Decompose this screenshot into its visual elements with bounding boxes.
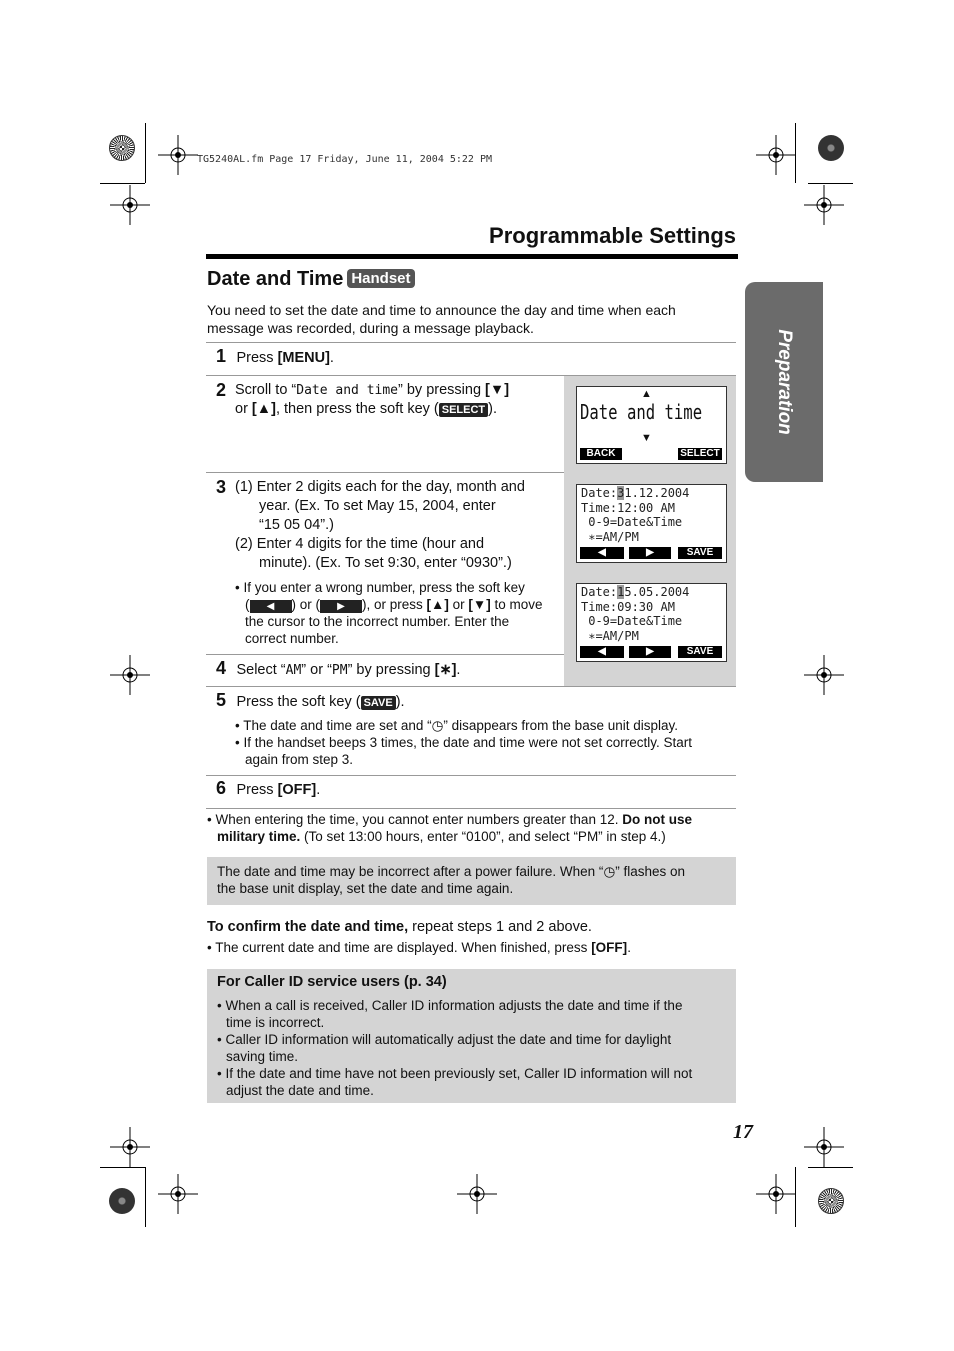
lcd-text: 5.05.2004 <box>624 585 690 599</box>
note-text: (To set 13:00 hours, enter “0100”, and select “PM” in step 4.) <box>300 829 666 844</box>
crosshair-mark <box>158 135 198 175</box>
note-text: ( <box>245 597 250 612</box>
lcd-menu-text: Date and time <box>580 400 703 424</box>
lcd-text: Date: <box>581 486 618 500</box>
note-text: • If the handset beeps 3 times, the date and time were not set correctly. Start <box>235 735 692 750</box>
lcd-text: 1.12.2004 <box>624 486 690 500</box>
step-number: 4 <box>216 658 227 678</box>
back-softkey: BACK <box>580 448 622 460</box>
step-text: Press <box>236 350 278 366</box>
down-arrow-icon: ▼ <box>641 432 652 444</box>
crosshair-mark <box>804 655 844 695</box>
note-emphasis: military time. <box>217 829 301 844</box>
clock-icon: ◷ <box>603 864 616 879</box>
caller-id-title: For Caller ID service users (p. 34) <box>217 974 447 990</box>
left-arrow-icon: ◀ <box>250 600 292 613</box>
list-item: saving time. <box>226 1049 299 1064</box>
crosshair-mark <box>110 655 150 695</box>
step-5-notes <box>235 717 730 768</box>
lcd-hint-line: ∗=AM/PM <box>581 628 639 643</box>
note-text: • When entering the time, you cannot enter numbers greater than 12. <box>207 812 623 827</box>
step-text: Scroll to “ <box>235 382 297 398</box>
step-number: 1 <box>216 346 227 366</box>
note-text: The date and time may be incorrect after a power failure. When “ <box>217 864 604 879</box>
right-softkey: ▶ <box>629 646 671 658</box>
note-text: • The current date and time are displayed. When finished, press <box>207 940 592 955</box>
section-title: Programmable Settings <box>489 223 736 248</box>
step-text: . <box>316 782 321 798</box>
save-softkey: SAVE <box>678 646 722 658</box>
left-softkey: ◀ <box>580 646 624 658</box>
note-text: ) or ( <box>291 597 320 612</box>
step-text: Press the soft key ( <box>236 694 361 710</box>
step-text: ). <box>488 401 498 417</box>
header-rule <box>206 254 738 259</box>
list-item: • Caller ID information will automatically adjust the date and time for daylight <box>217 1032 672 1047</box>
list-item: • When a call is received, Caller ID information adjusts the date and time if the <box>217 998 683 1013</box>
crosshair-mark <box>110 1127 150 1167</box>
print-header: TG5240AL.fm Page 17 Friday, June 11, 2004 5:22 PM <box>197 154 493 165</box>
step-4 <box>216 658 460 680</box>
step-text: minute). (Ex. To set 9:30, enter “0930”.) <box>259 555 512 571</box>
menu-key: [MENU] <box>277 350 330 366</box>
list-item: time is incorrect. <box>226 1015 325 1030</box>
lcd-time-line: Time:12:00 AM <box>581 500 675 515</box>
side-tab <box>745 282 823 482</box>
caller-id-box <box>207 969 736 1103</box>
note-text: the cursor to the incorrect number. Enter the <box>245 614 510 629</box>
registration-rosette <box>109 1188 135 1214</box>
lcd-hint-line: 0-9=Date&Time <box>581 515 683 529</box>
caller-id-list <box>217 997 729 1099</box>
lcd-menu-screen <box>576 386 727 464</box>
step-text: . <box>329 350 334 366</box>
note-text: • The date and time are set and “ <box>235 718 432 733</box>
note-text: • If you enter a wrong number, press the soft key <box>235 580 525 595</box>
step-number: 3 <box>216 477 227 497</box>
page-title <box>207 268 415 291</box>
left-softkey: ◀ <box>580 547 624 559</box>
step-text: ” by pressing <box>347 662 435 678</box>
step-text: Press <box>236 782 278 798</box>
pm-option: PM <box>331 663 348 678</box>
note-text: correct number. <box>245 631 339 646</box>
lcd-date-screen <box>576 583 727 662</box>
step-number: 6 <box>216 778 227 798</box>
step-text: (2) Enter 4 digits for the time (hour and <box>235 536 485 552</box>
crosshair-mark <box>158 1174 198 1214</box>
registration-rosette <box>818 135 844 161</box>
step-number: 2 <box>216 380 227 400</box>
right-softkey: ▶ <box>629 547 671 559</box>
clock-icon: ◷ <box>431 718 444 733</box>
confirm-text: repeat steps 1 and 2 above. <box>408 919 592 935</box>
step-text: ” or “ <box>301 662 332 678</box>
note-text: or <box>448 597 469 612</box>
step-text: ” by pressing <box>398 382 486 398</box>
handset-badge: Handset <box>347 269 414 288</box>
am-option: AM <box>285 663 302 678</box>
step-text: “15 05 04”.) <box>259 517 334 533</box>
note-text: the base unit display, set the date and time again. <box>217 881 514 896</box>
page-title-text: Date and Time <box>207 268 344 290</box>
lcd-cursor: 3 <box>617 486 625 500</box>
lcd-cursor: 1 <box>617 585 625 599</box>
right-arrow-icon: ▶ <box>320 600 362 613</box>
up-key: [▲] <box>251 401 276 417</box>
save-key: SAVE <box>361 696 396 710</box>
star-key: [∗] <box>434 662 457 678</box>
step-number: 5 <box>216 690 227 710</box>
step-text: or <box>235 401 252 417</box>
note-text: ” disappears from the base unit display. <box>443 718 678 733</box>
confirm-note <box>207 939 631 956</box>
menu-option: Date and time <box>296 383 398 398</box>
note-text: ” flashes on <box>615 864 686 879</box>
power-failure-box <box>207 857 736 905</box>
note-text: ), or press <box>362 597 427 612</box>
note-text: again from step 3. <box>245 752 354 767</box>
select-key: SELECT <box>439 403 488 417</box>
crosshair-mark <box>804 1127 844 1167</box>
lcd-time-line: Time:09:30 AM <box>581 599 675 614</box>
step-text: year. (Ex. To set May 15, 2004, enter <box>259 498 496 514</box>
lcd-lines <box>581 486 689 544</box>
off-key: [OFF] <box>591 940 628 955</box>
intro-text: You need to set the date and time to announce the day and time when each message was recorded, during a message playback. <box>207 302 676 336</box>
step-6 <box>216 778 320 800</box>
crosshair-mark <box>756 135 796 175</box>
lcd-hint-line: 0-9=Date&Time <box>581 614 683 628</box>
step-3 <box>235 478 560 573</box>
crosshair-mark <box>110 185 150 225</box>
step-1 <box>216 346 334 368</box>
lcd-lines <box>581 585 689 643</box>
registration-rosette <box>818 1188 844 1214</box>
down-key: [▼] <box>485 382 510 398</box>
power-failure-note <box>217 863 729 897</box>
side-tab-label: Preparation <box>774 329 795 435</box>
up-key: [▲] <box>426 597 449 612</box>
list-item: adjust the date and time. <box>226 1083 374 1098</box>
step-text: . <box>456 662 461 678</box>
note-text: . <box>627 940 631 955</box>
list-item: • If the date and time have not been previously set, Caller ID information will not <box>217 1066 693 1081</box>
step-text: Select “ <box>236 662 286 678</box>
lcd-hint-line: ∗=AM/PM <box>581 529 639 544</box>
page-number: 17 <box>733 1121 753 1143</box>
step-text: , then press the soft key ( <box>275 401 439 417</box>
up-arrow-icon: ▲ <box>641 388 652 400</box>
military-time-note <box>207 811 732 845</box>
crosshair-mark <box>804 185 844 225</box>
note-text: to move <box>490 597 543 612</box>
step-5 <box>216 690 405 712</box>
confirm-bold: To confirm the date and time, <box>207 919 409 935</box>
save-softkey: SAVE <box>678 547 722 559</box>
lcd-date-line <box>581 585 689 600</box>
step-2 <box>235 381 560 419</box>
select-softkey: SELECT <box>678 448 722 460</box>
confirm-heading <box>207 918 592 937</box>
lcd-date-line <box>581 486 689 501</box>
crosshair-mark <box>756 1174 796 1214</box>
off-key: [OFF] <box>277 782 317 798</box>
down-key: [▼] <box>468 597 491 612</box>
lcd-text: Date: <box>581 585 618 599</box>
lcd-date-screen <box>576 484 727 563</box>
registration-rosette <box>109 135 135 161</box>
step-3-note <box>235 579 560 647</box>
note-emphasis: Do not use <box>622 812 692 827</box>
crosshair-mark <box>457 1174 497 1214</box>
step-text: (1) Enter 2 digits each for the day, month and <box>235 479 525 495</box>
step-text: ). <box>395 694 405 710</box>
